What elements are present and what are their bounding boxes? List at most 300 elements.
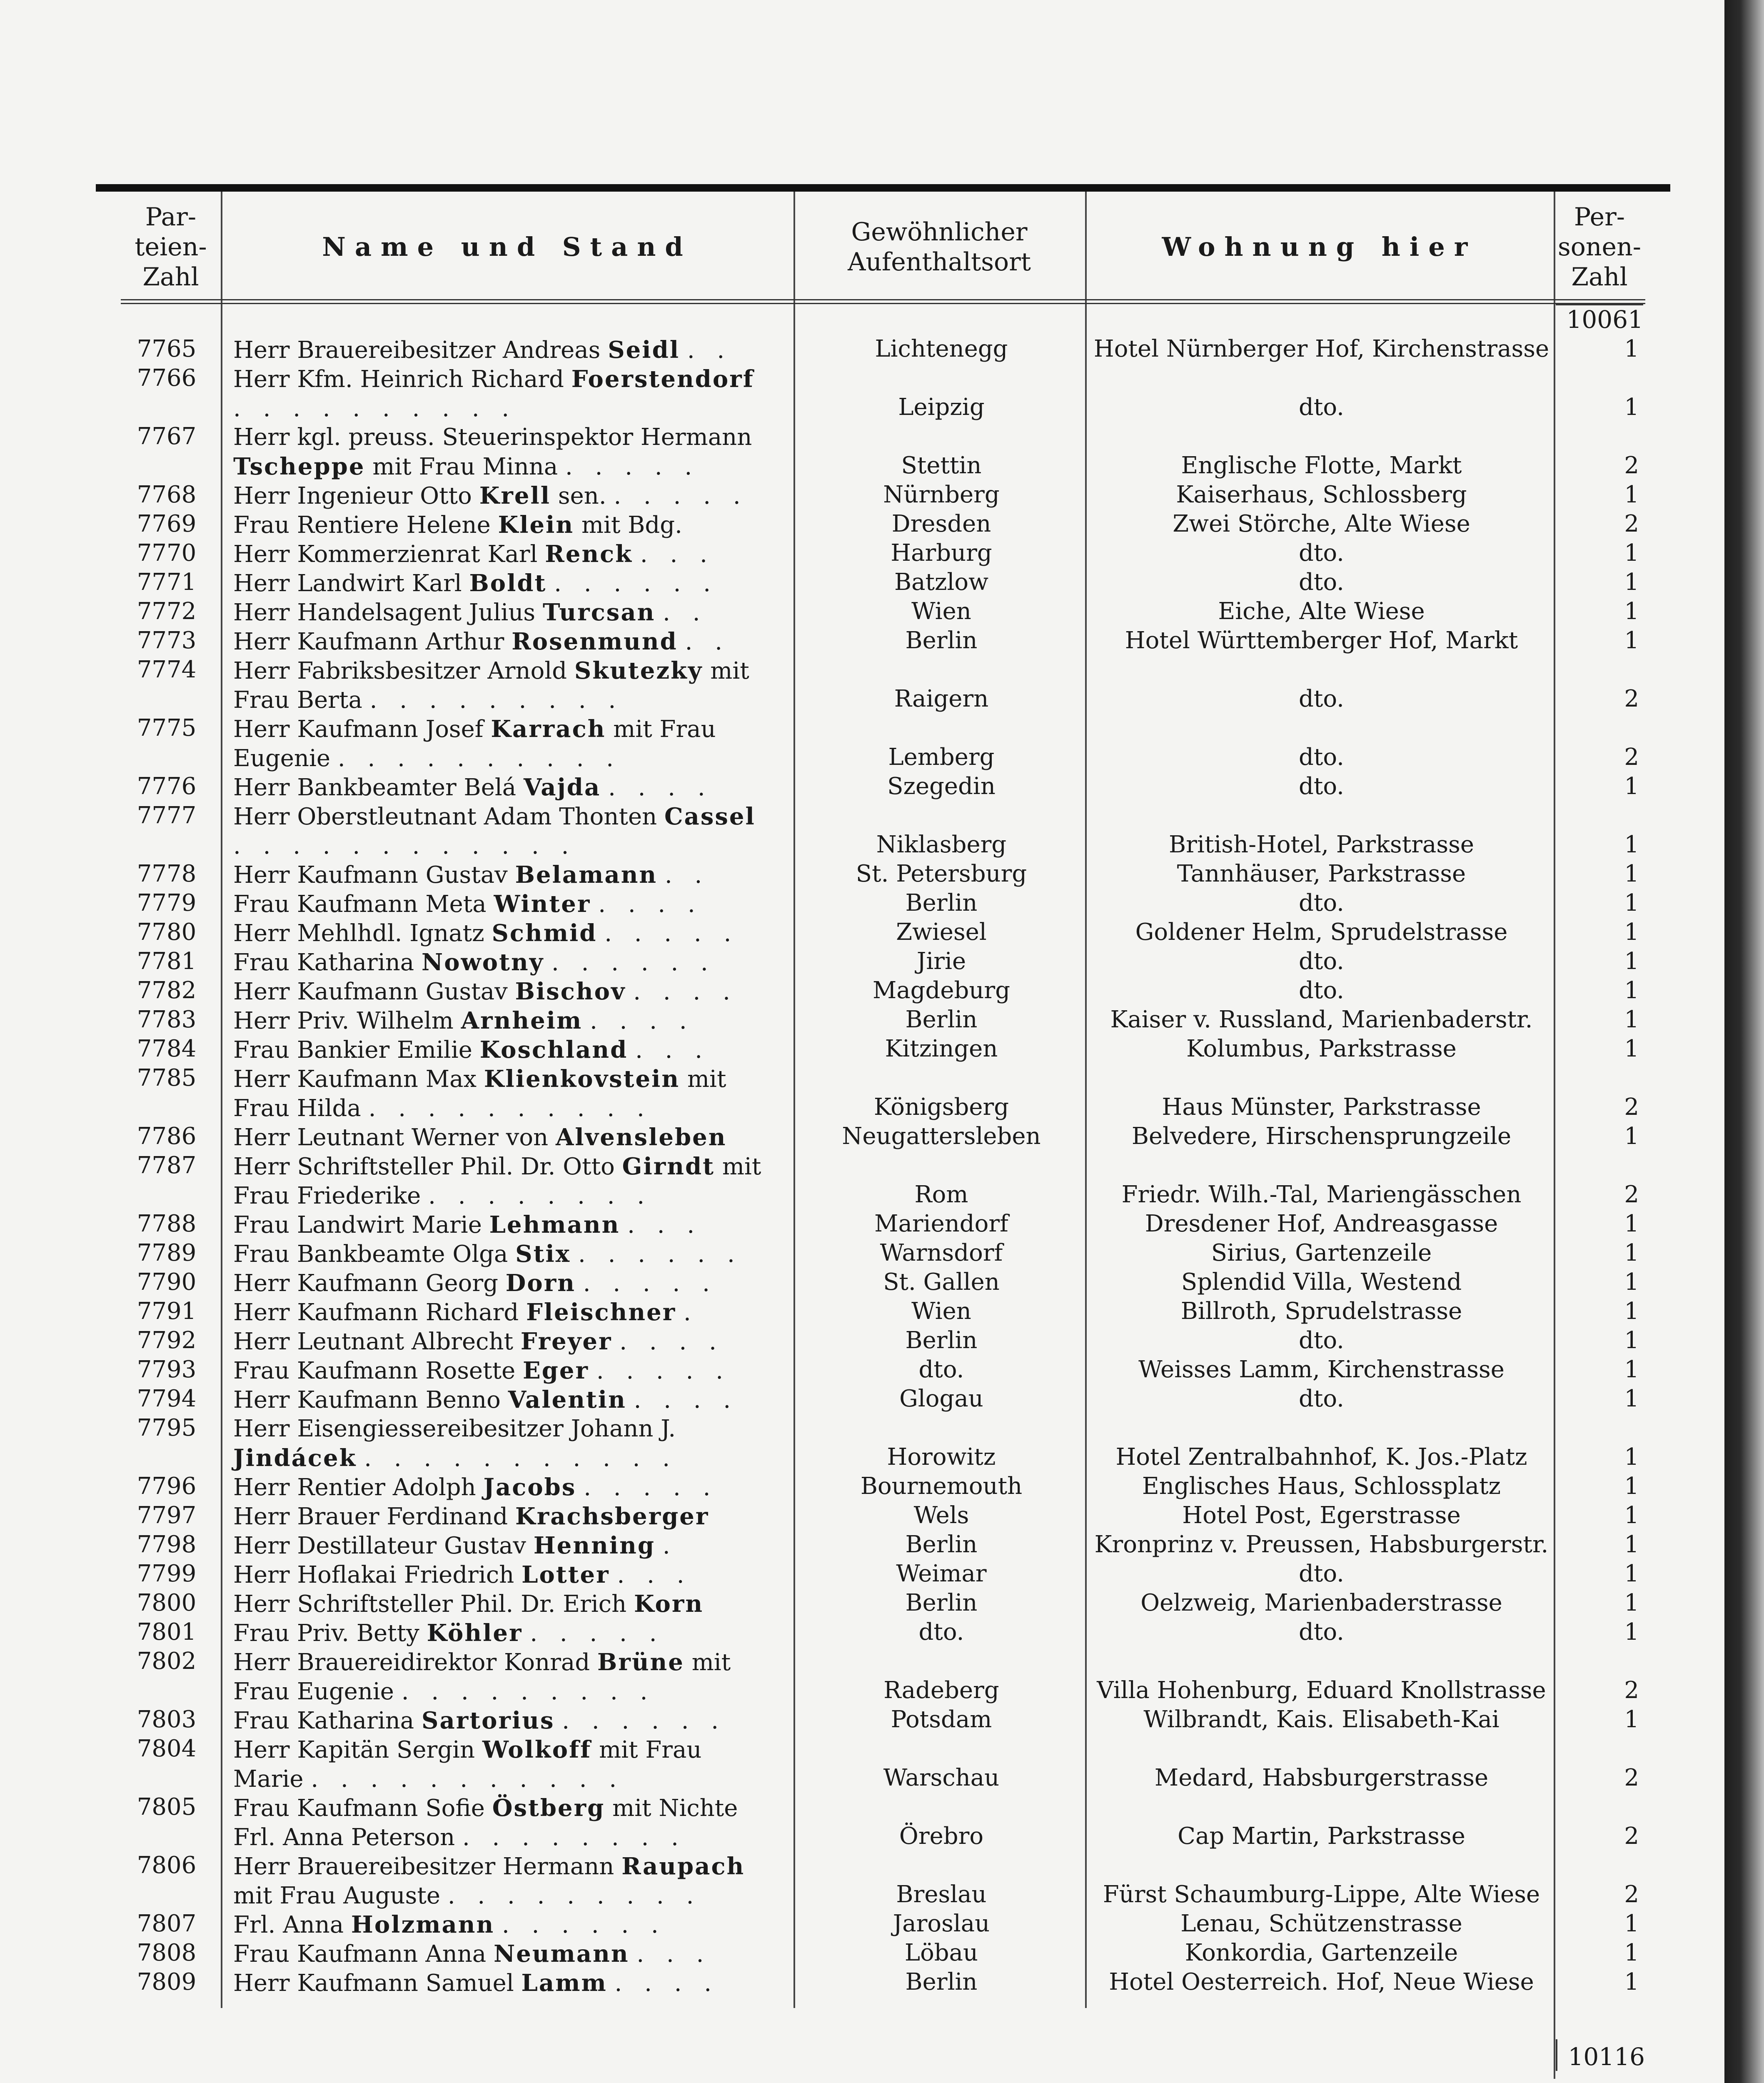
leader-dots: . . . . . . . . . . . <box>311 1766 624 1793</box>
name-and-status <box>233 1939 775 1969</box>
person-count: 1 <box>1624 1356 1639 1383</box>
name-suffix: sen. <box>558 482 606 510</box>
usual-residence: Dresden <box>891 510 991 537</box>
surname: Winter <box>494 890 591 918</box>
surname: Jindácek <box>233 1444 357 1472</box>
person-count: 2 <box>1624 510 1639 537</box>
table-row <box>0 1531 1764 1560</box>
name-and-status <box>233 919 775 948</box>
name-and-status <box>233 1385 775 1415</box>
party-number: 7786 <box>137 1123 197 1150</box>
top-rule <box>96 184 1670 192</box>
name-prefix: Herr Landwirt Karl <box>233 570 462 597</box>
table-row <box>0 889 1764 919</box>
usual-residence: Warnsdorf <box>880 1239 1003 1266</box>
party-number: 7784 <box>137 1035 197 1062</box>
local-lodging: Konkordia, Gartenzeile <box>1185 1939 1458 1966</box>
party-number: 7782 <box>137 977 197 1004</box>
table-row <box>0 802 1764 860</box>
table-row <box>0 1939 1764 1968</box>
party-number: 7794 <box>137 1385 197 1412</box>
party-number: 7777 <box>137 802 197 829</box>
name-prefix: Herr Schriftsteller Phil. Dr. Erich <box>233 1591 627 1618</box>
name-prefix: Herr Priv. Wilhelm <box>233 1007 454 1034</box>
table-row <box>0 714 1764 773</box>
surname: Tscheppe <box>233 453 365 480</box>
name-prefix: Herr Leutnant Werner von <box>233 1124 549 1151</box>
surname: Karrach <box>491 715 606 743</box>
leader-dots: . . . . . . <box>554 570 719 597</box>
table-row <box>0 1793 1764 1852</box>
usual-residence: Glogau <box>899 1385 983 1412</box>
name-and-status <box>233 598 775 627</box>
surname: Vajda <box>523 774 601 801</box>
person-count: 2 <box>1624 1677 1639 1704</box>
party-number: 7769 <box>137 510 197 537</box>
surname: Fleischner <box>526 1299 676 1326</box>
surname: Nowotny <box>422 949 544 976</box>
person-count: 1 <box>1624 1968 1639 1996</box>
leader-dots: . . . . <box>619 1328 724 1355</box>
table-row <box>0 1210 1764 1239</box>
party-number: 7775 <box>137 714 197 742</box>
leader-dots: . . . . <box>608 774 713 801</box>
name-prefix: Herr Kaufmann Arthur <box>233 628 504 655</box>
local-lodging: Hotel Oesterreich. Hof, Neue Wiese <box>1109 1968 1534 1996</box>
table-row <box>0 1123 1764 1152</box>
name-and-status <box>233 1269 775 1298</box>
name-prefix: Herr Kaufmann Josef <box>233 716 484 743</box>
person-count: 2 <box>1624 1764 1639 1791</box>
name-and-status <box>233 1006 775 1036</box>
table-row <box>0 1239 1764 1269</box>
usual-residence: Mariendorf <box>874 1210 1008 1237</box>
name-prefix: Herr Handelsagent Julius <box>233 599 536 626</box>
leader-dots: . <box>684 1299 699 1326</box>
name-prefix: Frau Priv. Betty <box>233 1620 419 1647</box>
person-count: 1 <box>1624 1444 1639 1471</box>
leader-dots: . . . . <box>634 1386 739 1414</box>
name-prefix: Frau Kaufmann Anna <box>233 1941 487 1968</box>
leader-dots: . . . . <box>590 1007 694 1034</box>
usual-residence: Königsberg <box>873 1094 1009 1121</box>
local-lodging: Splendid Villa, Westend <box>1181 1269 1462 1296</box>
party-number: 7772 <box>137 598 197 625</box>
name-and-status <box>233 773 775 802</box>
leader-dots: . . . . . . <box>502 1911 666 1938</box>
leader-dots: . . . . . . . . . . . <box>364 1445 678 1472</box>
name-and-status <box>233 802 775 861</box>
name-prefix: Frau Katharina <box>233 1707 414 1734</box>
leader-dots: . . . . . . . . . . <box>233 395 517 422</box>
usual-residence: Breslau <box>896 1881 987 1908</box>
header-number: Par- teien- Zahl <box>135 202 207 292</box>
name-and-status <box>233 1968 775 1998</box>
surname: Belamann <box>515 861 658 889</box>
name-suffix: mit Frau Friederike <box>233 1153 761 1209</box>
person-count: 2 <box>1624 1181 1639 1208</box>
name-and-status <box>233 1356 775 1386</box>
local-lodging: Friedr. Wilh.-Tal, Mariengässchen <box>1121 1181 1522 1208</box>
leader-dots: . . <box>664 862 710 889</box>
surname: Jacobs <box>483 1474 576 1501</box>
local-lodging: dto. <box>1299 1560 1344 1587</box>
leader-dots: . . . . . . . . . <box>369 687 624 714</box>
leader-dots: . . . . . <box>565 453 700 480</box>
leader-dots: . . <box>685 628 730 655</box>
name-and-status <box>233 539 775 569</box>
usual-residence: Zwiesel <box>896 919 987 946</box>
local-lodging: dto. <box>1299 977 1344 1004</box>
local-lodging: Englisches Haus, Schlossplatz <box>1142 1473 1501 1500</box>
person-count: 1 <box>1624 335 1639 362</box>
surname: Sartorius <box>422 1707 555 1734</box>
name-prefix: Herr Schriftsteller Phil. Dr. Otto <box>233 1153 615 1180</box>
usual-residence: Berlin <box>905 1968 978 1996</box>
table-row <box>0 1648 1764 1706</box>
person-count: 1 <box>1624 1385 1639 1412</box>
person-count: 2 <box>1624 685 1639 712</box>
person-count: 1 <box>1624 889 1639 917</box>
name-and-status <box>233 1327 775 1356</box>
person-count: 1 <box>1624 569 1639 596</box>
person-count: 2 <box>1624 1881 1639 1908</box>
surname: Boldt <box>469 569 547 597</box>
person-count: 1 <box>1624 919 1639 946</box>
party-number: 7798 <box>137 1531 197 1558</box>
usual-residence: Niklasberg <box>876 831 1007 858</box>
local-lodging: Haus Münster, Parkstrasse <box>1162 1094 1481 1121</box>
name-prefix: Herr Kaufmann Max <box>233 1066 477 1093</box>
local-lodging: Oelzweig, Marienbaderstrasse <box>1140 1589 1502 1616</box>
usual-residence: Berlin <box>905 627 978 654</box>
surname: Foerstendorf <box>571 365 754 393</box>
local-lodging: Fürst Schaumburg-Lippe, Alte Wiese <box>1103 1881 1540 1908</box>
person-count: 1 <box>1624 1210 1639 1237</box>
name-and-status <box>233 1152 775 1211</box>
person-count: 1 <box>1624 773 1639 800</box>
local-lodging: Sirius, Gartenzeile <box>1211 1239 1432 1266</box>
name-prefix: Herr Kaufmann Gustav <box>233 862 508 889</box>
table-row <box>0 1356 1764 1385</box>
usual-residence: Löbau <box>904 1939 978 1966</box>
person-count: 2 <box>1624 744 1639 771</box>
name-prefix: Herr Bankbeamter Belá <box>233 774 516 801</box>
usual-residence: Szegedin <box>887 773 996 800</box>
party-number: 7796 <box>137 1473 197 1500</box>
table-row <box>0 423 1764 481</box>
party-number: 7780 <box>137 919 197 946</box>
leader-dots: . . . <box>635 1037 710 1064</box>
name-and-status <box>233 977 775 1007</box>
table-row <box>0 1502 1764 1531</box>
local-lodging: dto. <box>1299 948 1344 975</box>
person-count: 1 <box>1624 1531 1639 1558</box>
name-prefix: Herr Brauereibesitzer Hermann <box>233 1853 614 1880</box>
party-number: 7766 <box>137 365 197 392</box>
party-number: 7806 <box>137 1852 197 1879</box>
party-number: 7783 <box>137 1006 197 1033</box>
party-number: 7771 <box>137 569 197 596</box>
party-number: 7774 <box>137 656 197 683</box>
local-lodging: Belvedere, Hirschensprungzeile <box>1131 1123 1512 1150</box>
header-residence: Wohnung hier <box>1162 231 1477 262</box>
local-lodging: dto. <box>1299 394 1344 421</box>
table-row <box>0 977 1764 1006</box>
party-number: 7765 <box>137 335 197 362</box>
local-lodging: Tannhäuser, Parkstrasse <box>1177 860 1466 887</box>
usual-residence: Berlin <box>905 1327 978 1354</box>
person-count: 1 <box>1624 1910 1639 1937</box>
table-row <box>0 1152 1764 1210</box>
leader-dots: . . . . . . <box>551 949 716 976</box>
usual-residence: Neugattersleben <box>842 1123 1041 1150</box>
usual-residence: Berlin <box>905 1531 978 1558</box>
name-and-status <box>233 1910 775 1940</box>
name-prefix: Frau Landwirt Marie <box>233 1211 482 1239</box>
name-prefix: Herr Brauer Ferdinand <box>233 1503 508 1530</box>
surname: Lamm <box>521 1969 607 1997</box>
leader-dots: . . . . . . . . <box>462 1824 686 1851</box>
local-lodging: Kaiserhaus, Schlossberg <box>1176 481 1467 508</box>
name-and-status <box>233 423 775 482</box>
surname: Klienkovstein <box>484 1065 680 1093</box>
register-table <box>0 335 1764 1998</box>
name-suffix: mit Nichte Frl. Anna Peterson <box>233 1795 738 1851</box>
person-count: 2 <box>1624 452 1639 479</box>
party-number: 7809 <box>137 1968 197 1996</box>
surname: Korn <box>634 1590 704 1618</box>
person-count: 1 <box>1624 1035 1639 1062</box>
name-prefix: Frau Bankier Emilie <box>233 1037 472 1064</box>
person-count: 1 <box>1624 481 1639 508</box>
usual-residence: Horowitz <box>887 1444 996 1471</box>
header-name: Name und Stand <box>322 231 692 262</box>
table-row <box>0 860 1764 889</box>
table-row <box>0 569 1764 598</box>
leader-dots: . . . <box>617 1561 692 1588</box>
local-lodging: Dresdener Hof, Andreasgasse <box>1145 1210 1498 1237</box>
table-row <box>0 1589 1764 1618</box>
table-row <box>0 919 1764 948</box>
leader-dots: . . . . . <box>604 920 739 947</box>
usual-residence: St. Petersburg <box>856 860 1027 887</box>
name-prefix: Frau Kaufmann Sofie <box>233 1795 485 1822</box>
table-row <box>0 1910 1764 1939</box>
person-count: 1 <box>1624 1239 1639 1266</box>
local-lodging: British-Hotel, Parkstrasse <box>1169 831 1474 858</box>
usual-residence: St. Gallen <box>883 1269 1000 1296</box>
surname: Eger <box>523 1357 589 1384</box>
local-lodging: Englische Flotte, Markt <box>1181 452 1462 479</box>
table-row <box>0 948 1764 977</box>
usual-residence: Harburg <box>891 539 992 567</box>
leader-dots: . . . . . . . . . <box>401 1678 655 1705</box>
local-lodging: Hotel Zentralbahnhof, K. Jos.-Platz <box>1115 1444 1527 1471</box>
name-and-status <box>233 1735 775 1794</box>
surname: Klein <box>498 511 574 539</box>
party-number: 7785 <box>137 1064 197 1091</box>
surname: Bischov <box>515 978 626 1005</box>
surname: Renck <box>545 540 633 568</box>
table-row <box>0 1618 1764 1648</box>
name-prefix: Herr Kaufmann Benno <box>233 1386 501 1414</box>
party-number: 7791 <box>137 1298 197 1325</box>
name-and-status <box>233 335 775 365</box>
local-lodging: Kolumbus, Parkstrasse <box>1186 1035 1457 1062</box>
surname: Turcsan <box>542 599 656 626</box>
person-count: 1 <box>1624 1298 1639 1325</box>
surname: Koschland <box>479 1036 628 1064</box>
party-number: 7795 <box>137 1414 197 1441</box>
person-count: 1 <box>1624 1589 1639 1616</box>
name-prefix: Herr Kaufmann Gustav <box>233 978 508 1005</box>
name-and-status <box>233 1531 775 1561</box>
local-lodging: Lenau, Schützenstrasse <box>1180 1910 1462 1937</box>
person-count: 1 <box>1624 1502 1639 1529</box>
leader-dots: . . . <box>640 541 715 568</box>
leader-dots: . . . . . <box>584 1474 718 1501</box>
name-prefix: Herr Oberstleutnant Adam Thonten <box>233 803 657 830</box>
local-lodging: Kronprinz v. Preussen, Habsburgerstr. <box>1094 1531 1549 1558</box>
person-count: 1 <box>1624 1939 1639 1966</box>
name-and-status <box>233 569 775 598</box>
surname: Cassel <box>664 803 756 830</box>
name-and-status <box>233 1210 775 1240</box>
usual-residence: Magdeburg <box>872 977 1010 1004</box>
leader-dots: . . . . . <box>530 1620 664 1647</box>
table-row <box>0 1706 1764 1735</box>
name-and-status <box>233 860 775 890</box>
surname: Skutezky <box>574 657 703 684</box>
leader-dots: . . . . <box>614 1970 719 1997</box>
local-lodging: Hotel Nürnberger Hof, Kirchenstrasse <box>1093 335 1549 362</box>
usual-residence: Potsdam <box>891 1706 992 1733</box>
name-and-status <box>233 1589 775 1619</box>
name-prefix: Herr Hoflakai Friedrich <box>233 1561 514 1588</box>
name-and-status <box>233 1648 775 1706</box>
carry-over-total: 10061 <box>1556 304 1643 334</box>
person-count: 1 <box>1624 1006 1639 1033</box>
person-count: 1 <box>1624 1327 1639 1354</box>
leader-dots: . . . . . . <box>562 1707 726 1734</box>
name-prefix: Frau Bankbeamte Olga <box>233 1241 508 1268</box>
party-number: 7770 <box>137 539 197 567</box>
surname: Raupach <box>621 1853 745 1880</box>
party-number: 7804 <box>137 1735 197 1762</box>
surname: Stix <box>515 1240 571 1268</box>
table-row <box>0 481 1764 510</box>
usual-residence: dto. <box>918 1356 964 1383</box>
table-row <box>0 1035 1764 1064</box>
table-row <box>0 1414 1764 1473</box>
name-prefix: Frau Katharina <box>233 949 414 976</box>
person-count: 1 <box>1624 598 1639 625</box>
name-suffix: mit Frau Eugenie <box>233 716 716 772</box>
surname: Dorn <box>505 1269 576 1297</box>
usual-residence: Weimar <box>896 1560 987 1587</box>
usual-residence: Wels <box>913 1502 969 1529</box>
leader-dots: . . <box>663 599 708 626</box>
party-number: 7779 <box>137 889 197 917</box>
name-prefix: Herr Eisengiessereibesitzer Johann J. <box>233 1415 676 1442</box>
surname: Arnheim <box>461 1007 583 1034</box>
name-and-status <box>233 1123 775 1152</box>
surname: Krachsberger <box>515 1503 709 1530</box>
table-row <box>0 335 1764 365</box>
leader-dots: . . . . . <box>596 1357 731 1384</box>
table-row <box>0 539 1764 569</box>
name-and-status <box>233 1239 775 1269</box>
party-number: 7789 <box>137 1239 197 1266</box>
party-number: 7803 <box>137 1706 197 1733</box>
header-rule <box>121 299 1645 304</box>
local-lodging: Hotel Post, Egerstrasse <box>1182 1502 1461 1529</box>
usual-residence: Wien <box>911 598 971 625</box>
leader-dots: . . . . . . <box>578 1241 742 1268</box>
table-row <box>0 656 1764 714</box>
usual-residence: Nürnberg <box>883 481 1000 508</box>
name-prefix: Herr Leutnant Albrecht <box>233 1328 514 1355</box>
page-total: 10116 <box>1556 2039 1645 2071</box>
name-prefix: Herr Brauereibesitzer Andreas <box>233 337 601 364</box>
local-lodging: dto. <box>1299 1327 1344 1354</box>
name-prefix: Herr Kaufmann Georg <box>233 1270 498 1297</box>
name-suffix: mit Frau Eugenie <box>233 1649 731 1705</box>
name-and-status <box>233 1502 775 1531</box>
surname: Alvensleben <box>555 1124 727 1151</box>
person-count: 1 <box>1624 831 1639 858</box>
party-number: 7805 <box>137 1793 197 1821</box>
header-persons: Per- sonen- Zahl <box>1558 202 1641 292</box>
local-lodging: Goldener Helm, Sprudelstrasse <box>1135 919 1508 946</box>
name-and-status <box>233 948 775 977</box>
local-lodging: Weisses Lamm, Kirchenstrasse <box>1138 1356 1505 1383</box>
party-number: 7800 <box>137 1589 197 1616</box>
usual-residence: Wien <box>911 1298 971 1325</box>
usual-residence: Batzlow <box>894 569 989 596</box>
usual-residence: Berlin <box>905 889 978 917</box>
name-and-status <box>233 510 775 540</box>
leader-dots: . . . . . . . . . <box>447 1882 701 1909</box>
leader-dots: . . . . . . . . . . <box>368 1095 652 1122</box>
surname: Neumann <box>494 1940 629 1968</box>
leader-dots: . . . <box>636 1941 711 1968</box>
name-and-status <box>233 365 775 423</box>
name-and-status <box>233 1473 775 1502</box>
person-count: 1 <box>1624 977 1639 1004</box>
party-number: 7793 <box>137 1356 197 1383</box>
party-number: 7788 <box>137 1210 197 1237</box>
usual-residence: Leipzig <box>898 394 985 421</box>
table-row <box>0 1473 1764 1502</box>
name-and-status <box>233 1793 775 1852</box>
leader-dots: . . . . . . . . . . . . <box>233 832 576 859</box>
usual-residence: Radeberg <box>883 1677 999 1704</box>
table-row <box>0 365 1764 423</box>
local-lodging: Hotel Württemberger Hof, Markt <box>1125 627 1518 654</box>
name-and-status <box>233 1852 775 1911</box>
name-and-status <box>233 1064 775 1123</box>
local-lodging: Billroth, Sprudelstrasse <box>1180 1298 1462 1325</box>
name-prefix: Herr Brauereidirektor Konrad <box>233 1649 590 1676</box>
name-and-status <box>233 1298 775 1327</box>
name-suffix: mit Frau Minna <box>372 453 558 480</box>
local-lodging: Villa Hohenburg, Eduard Knollstrasse <box>1097 1677 1546 1704</box>
leader-dots: . . . . . <box>614 482 748 510</box>
leader-dots: . . . . . . . . <box>428 1182 652 1209</box>
name-prefix: Herr Kfm. Heinrich Richard <box>233 366 564 393</box>
